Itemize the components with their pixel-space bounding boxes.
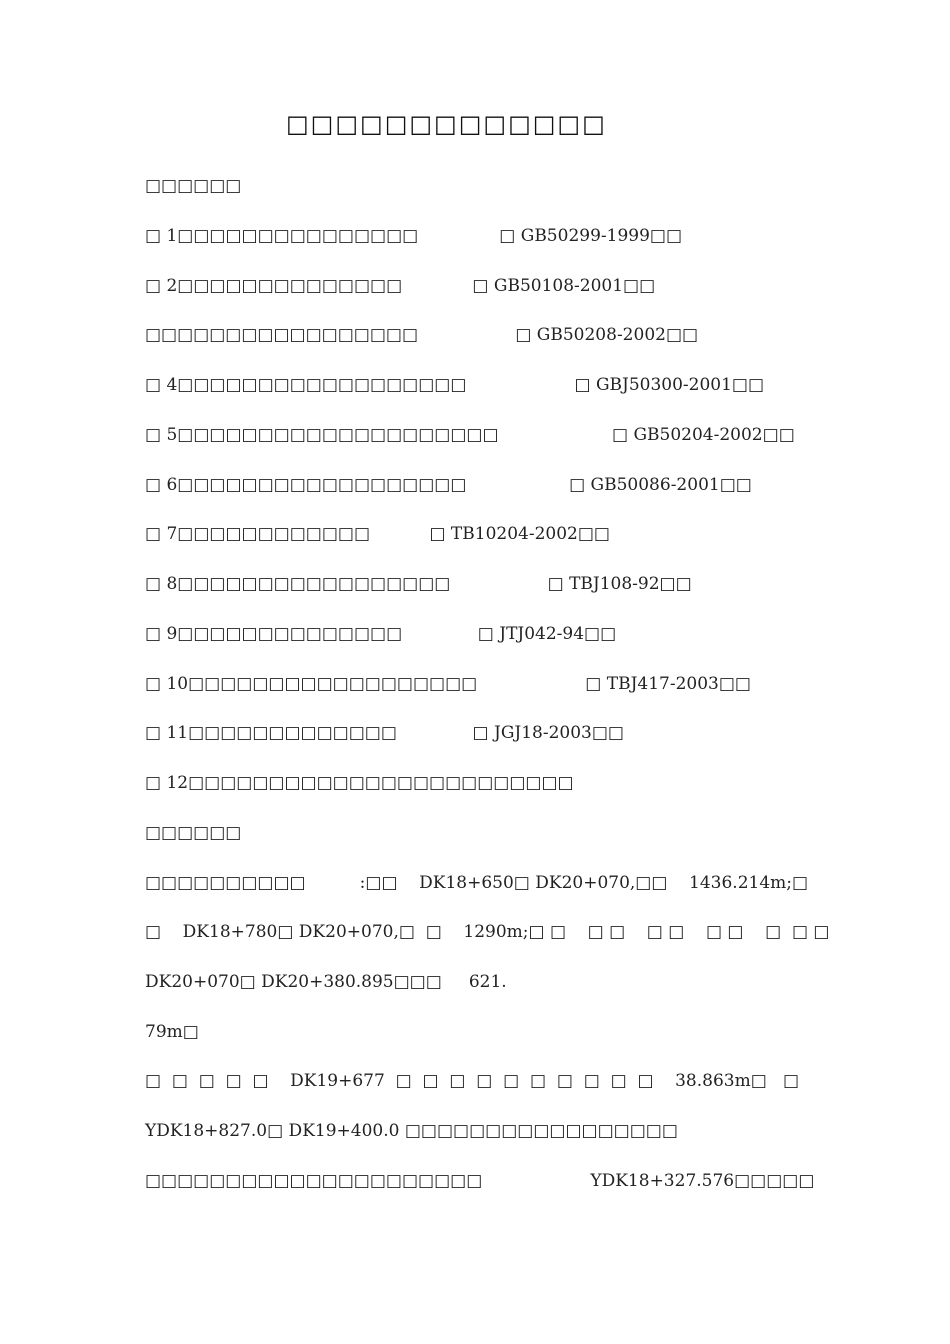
paragraph-line-3: DK20+070□ DK20+380.895□□□ 621. [145, 972, 507, 992]
reference-item-7: □ 7□□□□□□□□□□□□ □ TB10204-2002□□ [145, 524, 610, 544]
section-heading-1: □□□□□□ [145, 176, 242, 196]
section-heading-2: □□□□□□ [145, 823, 242, 843]
paragraph-line-7: □□□□□□□□□□□□□□□□□□□□□ YDK18+327.576□□□□□ [145, 1171, 815, 1191]
document-title: □□□□□□□□□□□□□ [286, 110, 607, 138]
reference-item-4: □ 4□□□□□□□□□□□□□□□□□□ □ GBJ50300-2001□□ [145, 375, 765, 395]
reference-item-11: □ 11□□□□□□□□□□□□□ □ JGJ18-2003□□ [145, 723, 624, 743]
reference-item-2: □ 2□□□□□□□□□□□□□□ □ GB50108-2001□□ [145, 276, 656, 296]
paragraph-line-6: YDK18+827.0□ DK19+400.0 □□□□□□□□□□□□□□□□□ [145, 1121, 678, 1141]
reference-item-12: □ 12□□□□□□□□□□□□□□□□□□□□□□□□ [145, 773, 574, 793]
reference-item-6: □ 6□□□□□□□□□□□□□□□□□□ □ GB50086-2001□□ [145, 475, 752, 495]
paragraph-line-4: 79m□ [145, 1022, 199, 1042]
reference-item-9: □ 9□□□□□□□□□□□□□□ □ JTJ042-94□□ [145, 624, 617, 644]
reference-item-3: □□□□□□□□□□□□□□□□□ □ GB50208-2002□□ [145, 325, 699, 345]
reference-item-10: □ 10□□□□□□□□□□□□□□□□□□ □ TBJ417-2003□□ [145, 674, 751, 694]
reference-item-5: □ 5□□□□□□□□□□□□□□□□□□□□ □ GB50204-2002□□ [145, 425, 795, 445]
paragraph-line-2: □ DK18+780□ DK20+070,□ □ 1290m;□ □ □ □ □ □ □ □ □ □ □ [145, 922, 830, 942]
reference-item-1: □ 1□□□□□□□□□□□□□□□ □ GB50299-1999□□ [145, 226, 683, 246]
reference-item-8: □ 8□□□□□□□□□□□□□□□□□ □ TBJ108-92□□ [145, 574, 692, 594]
paragraph-line-1: □□□□□□□□□□ :□□ DK18+650□ DK20+070,□□ 1436.214m;□ [145, 873, 809, 893]
paragraph-line-5: □ □ □ □ □ DK19+677 □ □ □ □ □ □ □ □ □ □ 38.863m□ □ [145, 1071, 800, 1091]
